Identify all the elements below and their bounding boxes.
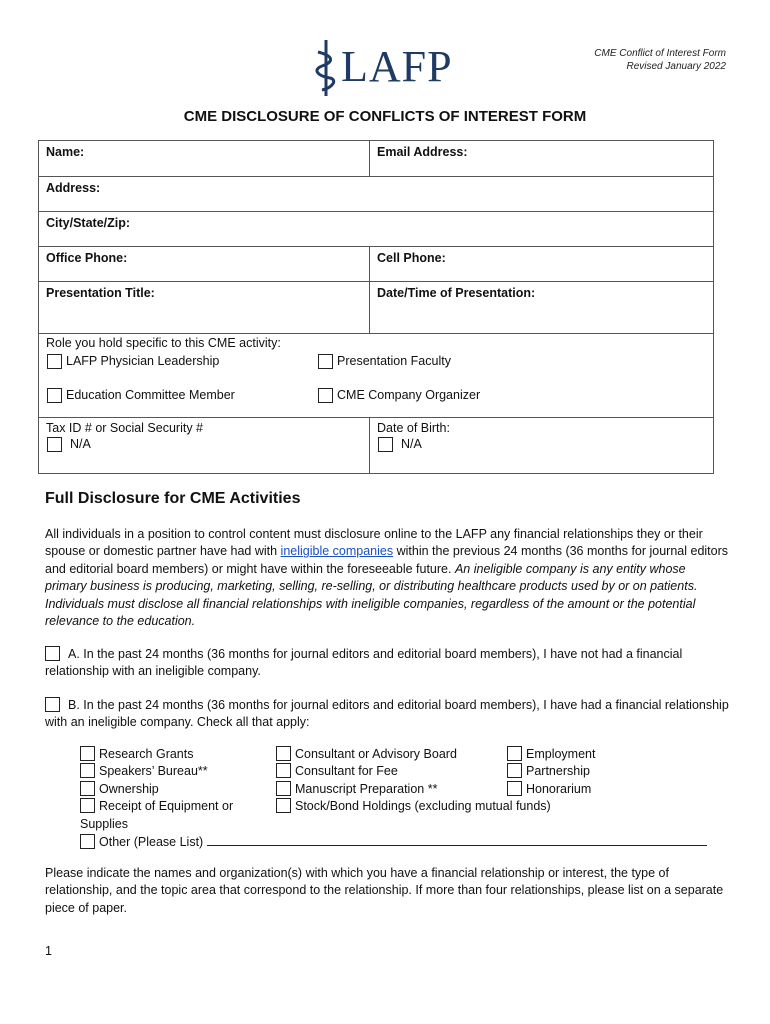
datetime-field[interactable] bbox=[370, 282, 714, 334]
relationship-label: Receipt of Equipment or bbox=[99, 799, 234, 814]
role-option[interactable] bbox=[318, 352, 589, 370]
intro-text: within the previous 24 months (36 months for journal editors and editorial board members) or might have within the foreseeable future. bbox=[45, 544, 729, 576]
relationship-option[interactable] bbox=[507, 763, 595, 780]
checkbox[interactable] bbox=[80, 781, 95, 796]
role-section bbox=[39, 334, 714, 418]
na-label: N/A bbox=[401, 437, 422, 451]
relationship-label: Stock/Bond Holdings (excluding mutual funds) bbox=[295, 799, 551, 814]
checkbox[interactable] bbox=[47, 437, 62, 452]
option-b[interactable] bbox=[45, 697, 730, 732]
other-option[interactable] bbox=[80, 833, 707, 851]
contact-form bbox=[38, 140, 714, 474]
relationship-option[interactable] bbox=[507, 781, 595, 798]
checkbox[interactable] bbox=[378, 437, 393, 452]
checkbox[interactable] bbox=[80, 798, 95, 813]
option-a-label: A. In the past 24 months (36 months for journal editors and editorial board members), I have not had a financial relationship with an ineligible company. bbox=[45, 647, 683, 679]
cell-phone-label: Cell Phone: bbox=[377, 251, 446, 265]
taxid-na-option[interactable] bbox=[47, 435, 363, 453]
checkbox[interactable] bbox=[507, 763, 522, 778]
role-prompt: Role you hold specific to this CME activity: bbox=[46, 336, 281, 350]
taxid-label: Tax ID # or Social Security # bbox=[46, 421, 204, 435]
dob-label: Date of Birth: bbox=[377, 421, 450, 435]
relationship-col-3 bbox=[507, 746, 595, 798]
na-label: N/A bbox=[70, 437, 91, 451]
checkbox[interactable] bbox=[318, 354, 333, 369]
relationship-option[interactable] bbox=[507, 746, 595, 763]
checkbox[interactable] bbox=[276, 798, 291, 813]
relationship-instructions: Please indicate the names and organization(s) with which you have a financial relationship or interest, the type of relationship, and the topic area that correspond to the relationship. If more than four relationships, please list on a separate piece of paper. bbox=[45, 866, 724, 915]
option-b-label: B. In the past 24 months (36 months for journal editors and editorial board members), I have had a financial relationship with an ineligible company. Check all that apply: bbox=[45, 698, 729, 730]
checkbox[interactable] bbox=[47, 388, 62, 403]
relationship-label: Research Grants bbox=[99, 747, 194, 761]
caduceus-icon bbox=[317, 40, 334, 96]
checkbox[interactable] bbox=[507, 746, 522, 761]
relationship-label: Partnership bbox=[526, 764, 590, 779]
datetime-label: Date/Time of Presentation: bbox=[377, 286, 536, 300]
dob-na-option[interactable] bbox=[378, 435, 707, 453]
role-label: Presentation Faculty bbox=[337, 354, 451, 368]
relationship-label: Manuscript Preparation ** bbox=[295, 781, 438, 796]
dob-field bbox=[370, 418, 714, 474]
relationship-label: Employment bbox=[526, 747, 596, 761]
checkbox[interactable] bbox=[47, 354, 62, 369]
disclosure-heading: Full Disclosure for CME Activities bbox=[45, 490, 301, 507]
relationship-label: Consultant or Advisory Board bbox=[295, 747, 457, 761]
role-option[interactable] bbox=[318, 386, 589, 404]
checkbox[interactable] bbox=[318, 388, 333, 403]
relationship-option[interactable] bbox=[276, 798, 551, 815]
other-line[interactable] bbox=[207, 833, 707, 846]
office-phone-field[interactable] bbox=[39, 247, 370, 282]
logo-text: LAFP bbox=[341, 42, 453, 91]
checkbox[interactable] bbox=[276, 781, 291, 796]
checkbox[interactable] bbox=[45, 697, 60, 712]
relationship-label: Ownership bbox=[99, 781, 159, 796]
email-field[interactable] bbox=[370, 141, 714, 177]
email-label: Email Address: bbox=[377, 145, 468, 159]
relationship-label: Honorarium bbox=[526, 781, 592, 796]
other-label: Other (Please List) bbox=[99, 835, 204, 850]
form-meta bbox=[594, 47, 726, 73]
cell-phone-field[interactable] bbox=[370, 247, 714, 282]
address-field[interactable] bbox=[39, 177, 714, 212]
intro-italic-text: An ineligible company is any entity whose primary business is producing, marketing, selling, re-selling, or distributing healthcare products used by or on patients. Individuals must disclose all financial relationships with ineligible companies, regardless of the amount or the potential relevance to the education. bbox=[45, 561, 698, 629]
office-phone-label: Office Phone: bbox=[46, 251, 128, 265]
disclosure-intro bbox=[45, 526, 730, 630]
checkbox[interactable] bbox=[276, 763, 291, 778]
relationship-types bbox=[0, 746, 770, 856]
role-label: CME Company Organizer bbox=[337, 388, 481, 402]
city-state-zip-field[interactable] bbox=[39, 212, 714, 247]
city-label: City/State/Zip: bbox=[46, 216, 131, 230]
role-label: Education Committee Member bbox=[66, 388, 235, 402]
ineligible-companies-link[interactable]: ineligible companies bbox=[280, 544, 394, 559]
relationship-label-wrap: Supplies bbox=[80, 816, 128, 831]
role-option[interactable] bbox=[47, 386, 318, 404]
checkbox[interactable] bbox=[276, 746, 291, 761]
checkbox[interactable] bbox=[80, 763, 95, 778]
checkbox[interactable] bbox=[80, 834, 95, 849]
relationship-label: Speakers’ Bureau** bbox=[99, 764, 208, 779]
revised-date: Revised January 2022 bbox=[626, 61, 726, 72]
name-label: Name: bbox=[46, 145, 85, 159]
form-name: CME Conflict of Interest Form bbox=[594, 48, 726, 59]
address-label: Address: bbox=[46, 181, 101, 195]
name-field[interactable] bbox=[39, 141, 370, 177]
page-number: 1 bbox=[45, 944, 52, 958]
presentation-title-field[interactable] bbox=[39, 282, 370, 334]
intro-text: All individuals in a position to control content must disclosure online to the LAFP any financial relationships they or their spouse or domestic partner have had with bbox=[45, 527, 703, 559]
checkbox[interactable] bbox=[507, 781, 522, 796]
page-title: CME DISCLOSURE OF CONFLICTS OF INTEREST FORM bbox=[183, 108, 587, 125]
checkbox[interactable] bbox=[45, 646, 60, 661]
presentation-title-label: Presentation Title: bbox=[46, 286, 155, 300]
option-a[interactable] bbox=[45, 646, 730, 681]
checkbox[interactable] bbox=[80, 746, 95, 761]
role-label: LAFP Physician Leadership bbox=[66, 354, 220, 368]
taxid-field bbox=[39, 418, 370, 474]
relationship-label: Consultant for Fee bbox=[295, 764, 398, 779]
role-option[interactable] bbox=[47, 352, 318, 370]
